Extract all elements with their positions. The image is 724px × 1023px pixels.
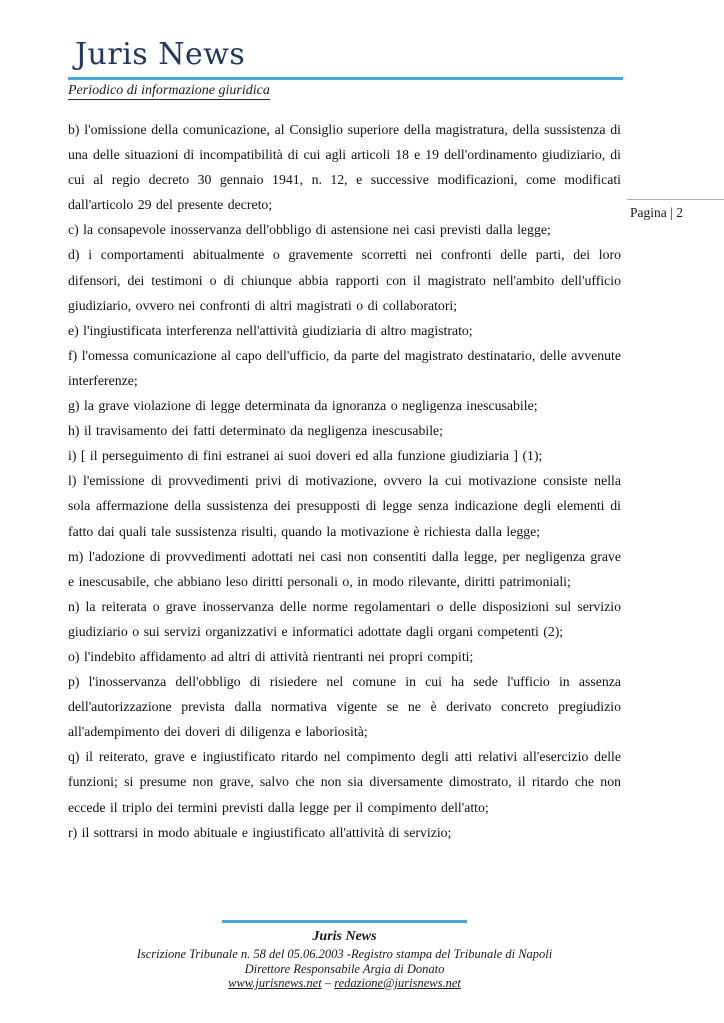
body-paragraph: b) l'omissione della comunicazione, al Consiglio superiore della magistratura, della sussistenza di una delle situazioni di incompatibilità di cui agli articoli 18 e 19 dell'ordinamento giudiziario, di cui al regio decreto 30 gennaio 1941, n. 12, e successive modificazioni, come modificati dall'articolo 29 del presente decreto; [68, 122, 621, 213]
page-title: Juris News [75, 37, 246, 72]
email-link[interactable]: redazione@jurisnews.net [334, 976, 461, 990]
body-paragraph: g) la grave violazione di legge determinata da ignoranza o negligenza inescusabile; [68, 398, 538, 414]
footer-brand: Juris News [312, 929, 377, 944]
footer-contacts [68, 977, 621, 991]
page-number-area [627, 199, 724, 221]
footer-separator: – [324, 976, 332, 990]
body-paragraph: f) l'omessa comunicazione al capo dell'ufficio, da parte del magistrato destinatario, delle avvenute interferenze; [68, 347, 621, 388]
body-paragraph: o) l'indebito affidamento ad altri di attività rientranti nei propri compiti; [68, 648, 474, 664]
footer-divider [222, 920, 467, 923]
body-paragraph: e) l'ingiustificata interferenza nell'attività giudiziaria di altro magistrato; [68, 322, 473, 338]
body-paragraph: n) la reiterata o grave inosservanza delle norme regolamentari o delle disposizioni sul servizio giudiziario o sui servizi organizzativi e informatici adottate dagli organi competenti (2); [68, 598, 621, 639]
body-paragraph: h) il travisamento dei fatti determinato da negligenza inescusabile; [68, 423, 444, 439]
body-paragraph: l) l'emissione di provvedimenti privi di motivazione, ovvero la cui motivazione consiste nella sola affermazione della sussistenza dei presupposti di legge senza indicazione degli elementi di fatto dai quali tale sussistenza risulti, quando la motivazione è richiesta dalla legge; [68, 473, 621, 539]
body-paragraph: c) la consapevole inosservanza dell'obbligo di astensione nei casi previsti dalla legge; [68, 222, 551, 238]
footer-director: Direttore Responsabile Argia di Donato [244, 961, 445, 976]
website-link[interactable]: www.jurisnews.net [228, 976, 322, 990]
page-subtitle: Periodico di informazione giuridica [68, 83, 270, 100]
page-number-label: Pagina | 2 [630, 205, 683, 220]
header-divider [68, 77, 623, 80]
body-paragraph: p) l'inosservanza dell'obbligo di risiedere nel comune in cui ha sede l'ufficio in assenza dell'autorizzazione prevista dalla normativa vigente se ne è derivato concreto pregiudizio all'adempimento dei doveri di diligenza e laboriosità; [68, 674, 621, 740]
body-paragraph: q) il reiterato, grave e ingiustificato ritardo nel compimento degli atti relativi all'esercizio delle funzioni; si presume non grave, salvo che non sia diversamente dimostrato, il ritardo che non eccede il triplo dei termini previsti dalla legge per il compimento dell'atto; [68, 749, 621, 815]
body-paragraph: m) l'adozione di provvedimenti adottati nei casi non consentiti dalla legge, per negligenza grave e inescusabile, che abbiano leso diritti personali o, in modo rilevante, diritti patrimoniali; [68, 548, 621, 589]
header [68, 36, 623, 100]
footer-registration: Iscrizione Tribunale n. 58 del 05.06.2003 -Registro stampa del Tribunale di Napoli [136, 947, 553, 961]
footer [68, 920, 621, 992]
body-paragraph: i) [ il perseguimento di fini estranei ai suoi doveri ed alla funzione giudiziaria ] (1); [68, 448, 543, 464]
body-paragraph: d) i comportamenti abitualmente o gravemente scorretti nei confronti delle parti, dei loro difensori, dei testimoni o di chiunque abbia rapporti con il magistrato nell'ambito dell'ufficio giudiziario, ovvero nei confronti di altri magistrati o di collaboratori; [68, 247, 621, 313]
body-paragraph: r) il sottrarsi in modo abituale e ingiustificato all'attività di servizio; [68, 824, 452, 840]
document-body [68, 117, 621, 845]
